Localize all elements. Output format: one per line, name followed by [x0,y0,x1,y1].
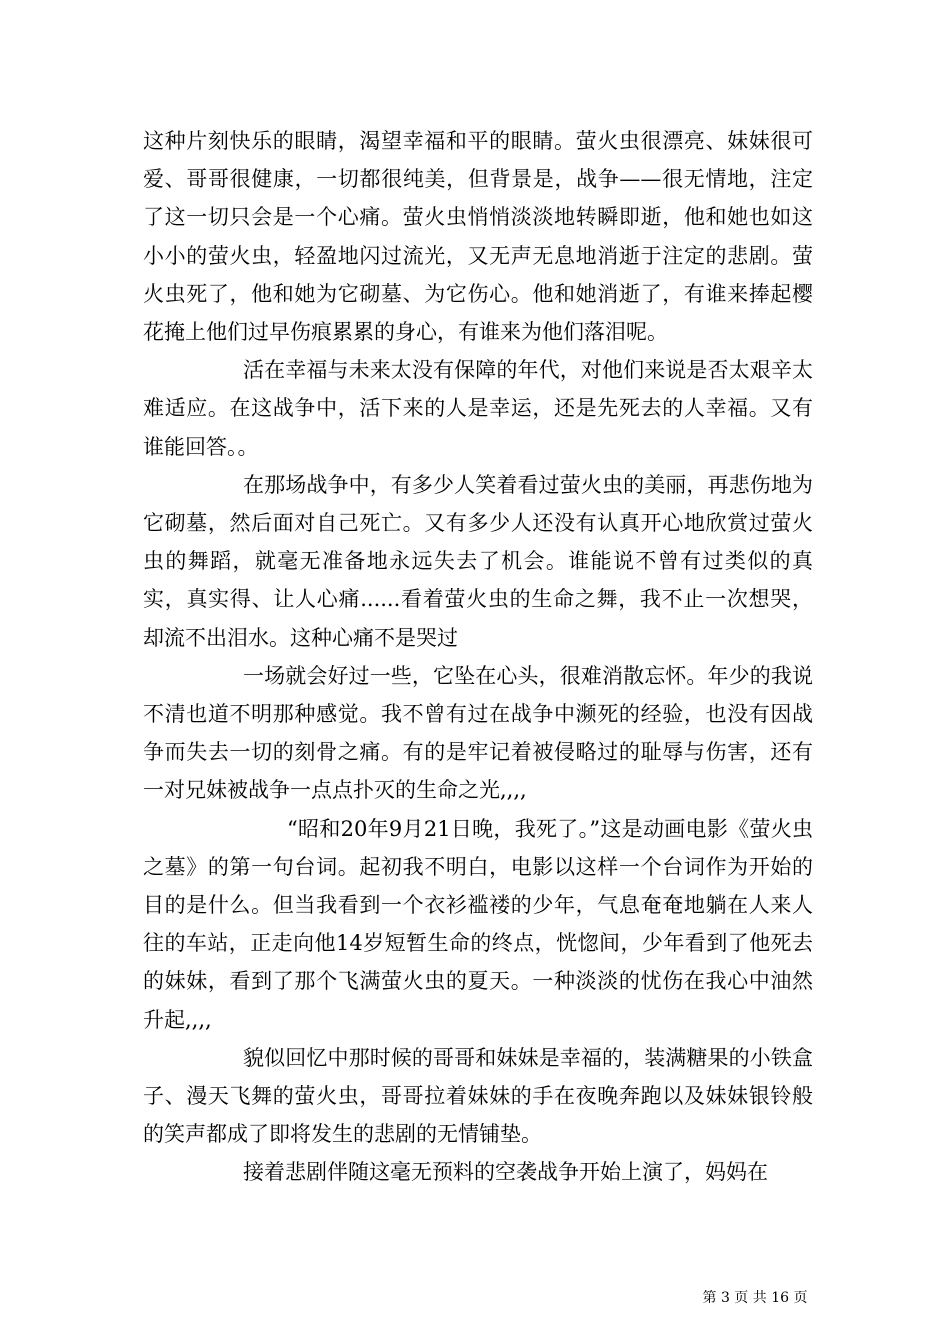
paragraph-7: 接着悲剧伴随这毫无预料的空袭战争开始上演了，妈妈在 [243,1160,768,1185]
page-number: 第 3 页 共 16 页 [702,1290,808,1306]
paragraph-4: 一场就会好过一些，它坠在心头，很难消散忘怀。年少的我说不清也道不明那种感觉。我不曾有过在战争中濒死的经验，也没有因战争而失去一切的刻骨之痛。有的是牢记着被侵略过的耻辱与伤害，还有一对兄妹被战争一点点扑灭的生命之光,,,, [143,663,813,803]
page-footer [0,1287,950,1307]
paragraph-6: 貌似回忆中那时候的哥哥和妹妹是幸福的，装满糖果的小铁盒子、漫天飞舞的萤火虫，哥哥拉着妹妹的手在夜晚奔跑以及妹妹银铃般的笑声都成了即将发生的悲剧的无情铺垫。 [143,1045,813,1147]
paragraph-5: “昭和20年9月21日晚，我死了。”这是动画电影《萤火虫之墓》的第一句台词。起初我不明白，电影以这样一个台词作为开始的目的是什么。但当我看到一个衣衫褴褛的少年，气息奄奄地躺在人来人往的车站，正走向他14岁短暂生命的终点，恍惚间，少年看到了他死去的妹妹，看到了那个飞满萤火虫的夏天。一种淡淡的忧伤在我心中油然升起,,,, [143,816,813,1032]
paragraph-2: 活在幸福与未来太没有保障的年代，对他们来说是否太艰辛太难适应。在这战争中，活下来的人是幸运，还是先死去的人幸福。又有谁能回答。。 [143,358,813,459]
document-body [143,122,813,1192]
paragraph-3: 在那场战争中，有多少人笑着看过萤火虫的美丽，再悲伤地为它砌墓，然后面对自己死亡。又有多少人还没有认真开心地欣赏过萤火虫的舞蹈，就毫无准备地永远失去了机会。谁能说不曾有过类似的真实，真实得、让人心痛......看着萤火虫的生命之舞，我不止一次想哭，却流不出泪水。这种心痛不是哭过 [143,472,813,650]
paragraph-1: 这种片刻快乐的眼睛，渴望幸福和平的眼睛。萤火虫很漂亮、妹妹很可爱、哥哥很健康，一切都很纯美，但背景是，战争——很无情地，注定了这一切只会是一个心痛。萤火虫悄悄淡淡地转瞬即逝，他和她也如这小小的萤火虫，轻盈地闪过流光，又无声无息地消逝于注定的悲剧。萤火虫死了，他和她为它砌墓、为它伤心。他和她消逝了，有谁来捧起樱花掩上他们过早伤痕累累的身心，有谁来为他们落泪呢。 [143,129,813,345]
